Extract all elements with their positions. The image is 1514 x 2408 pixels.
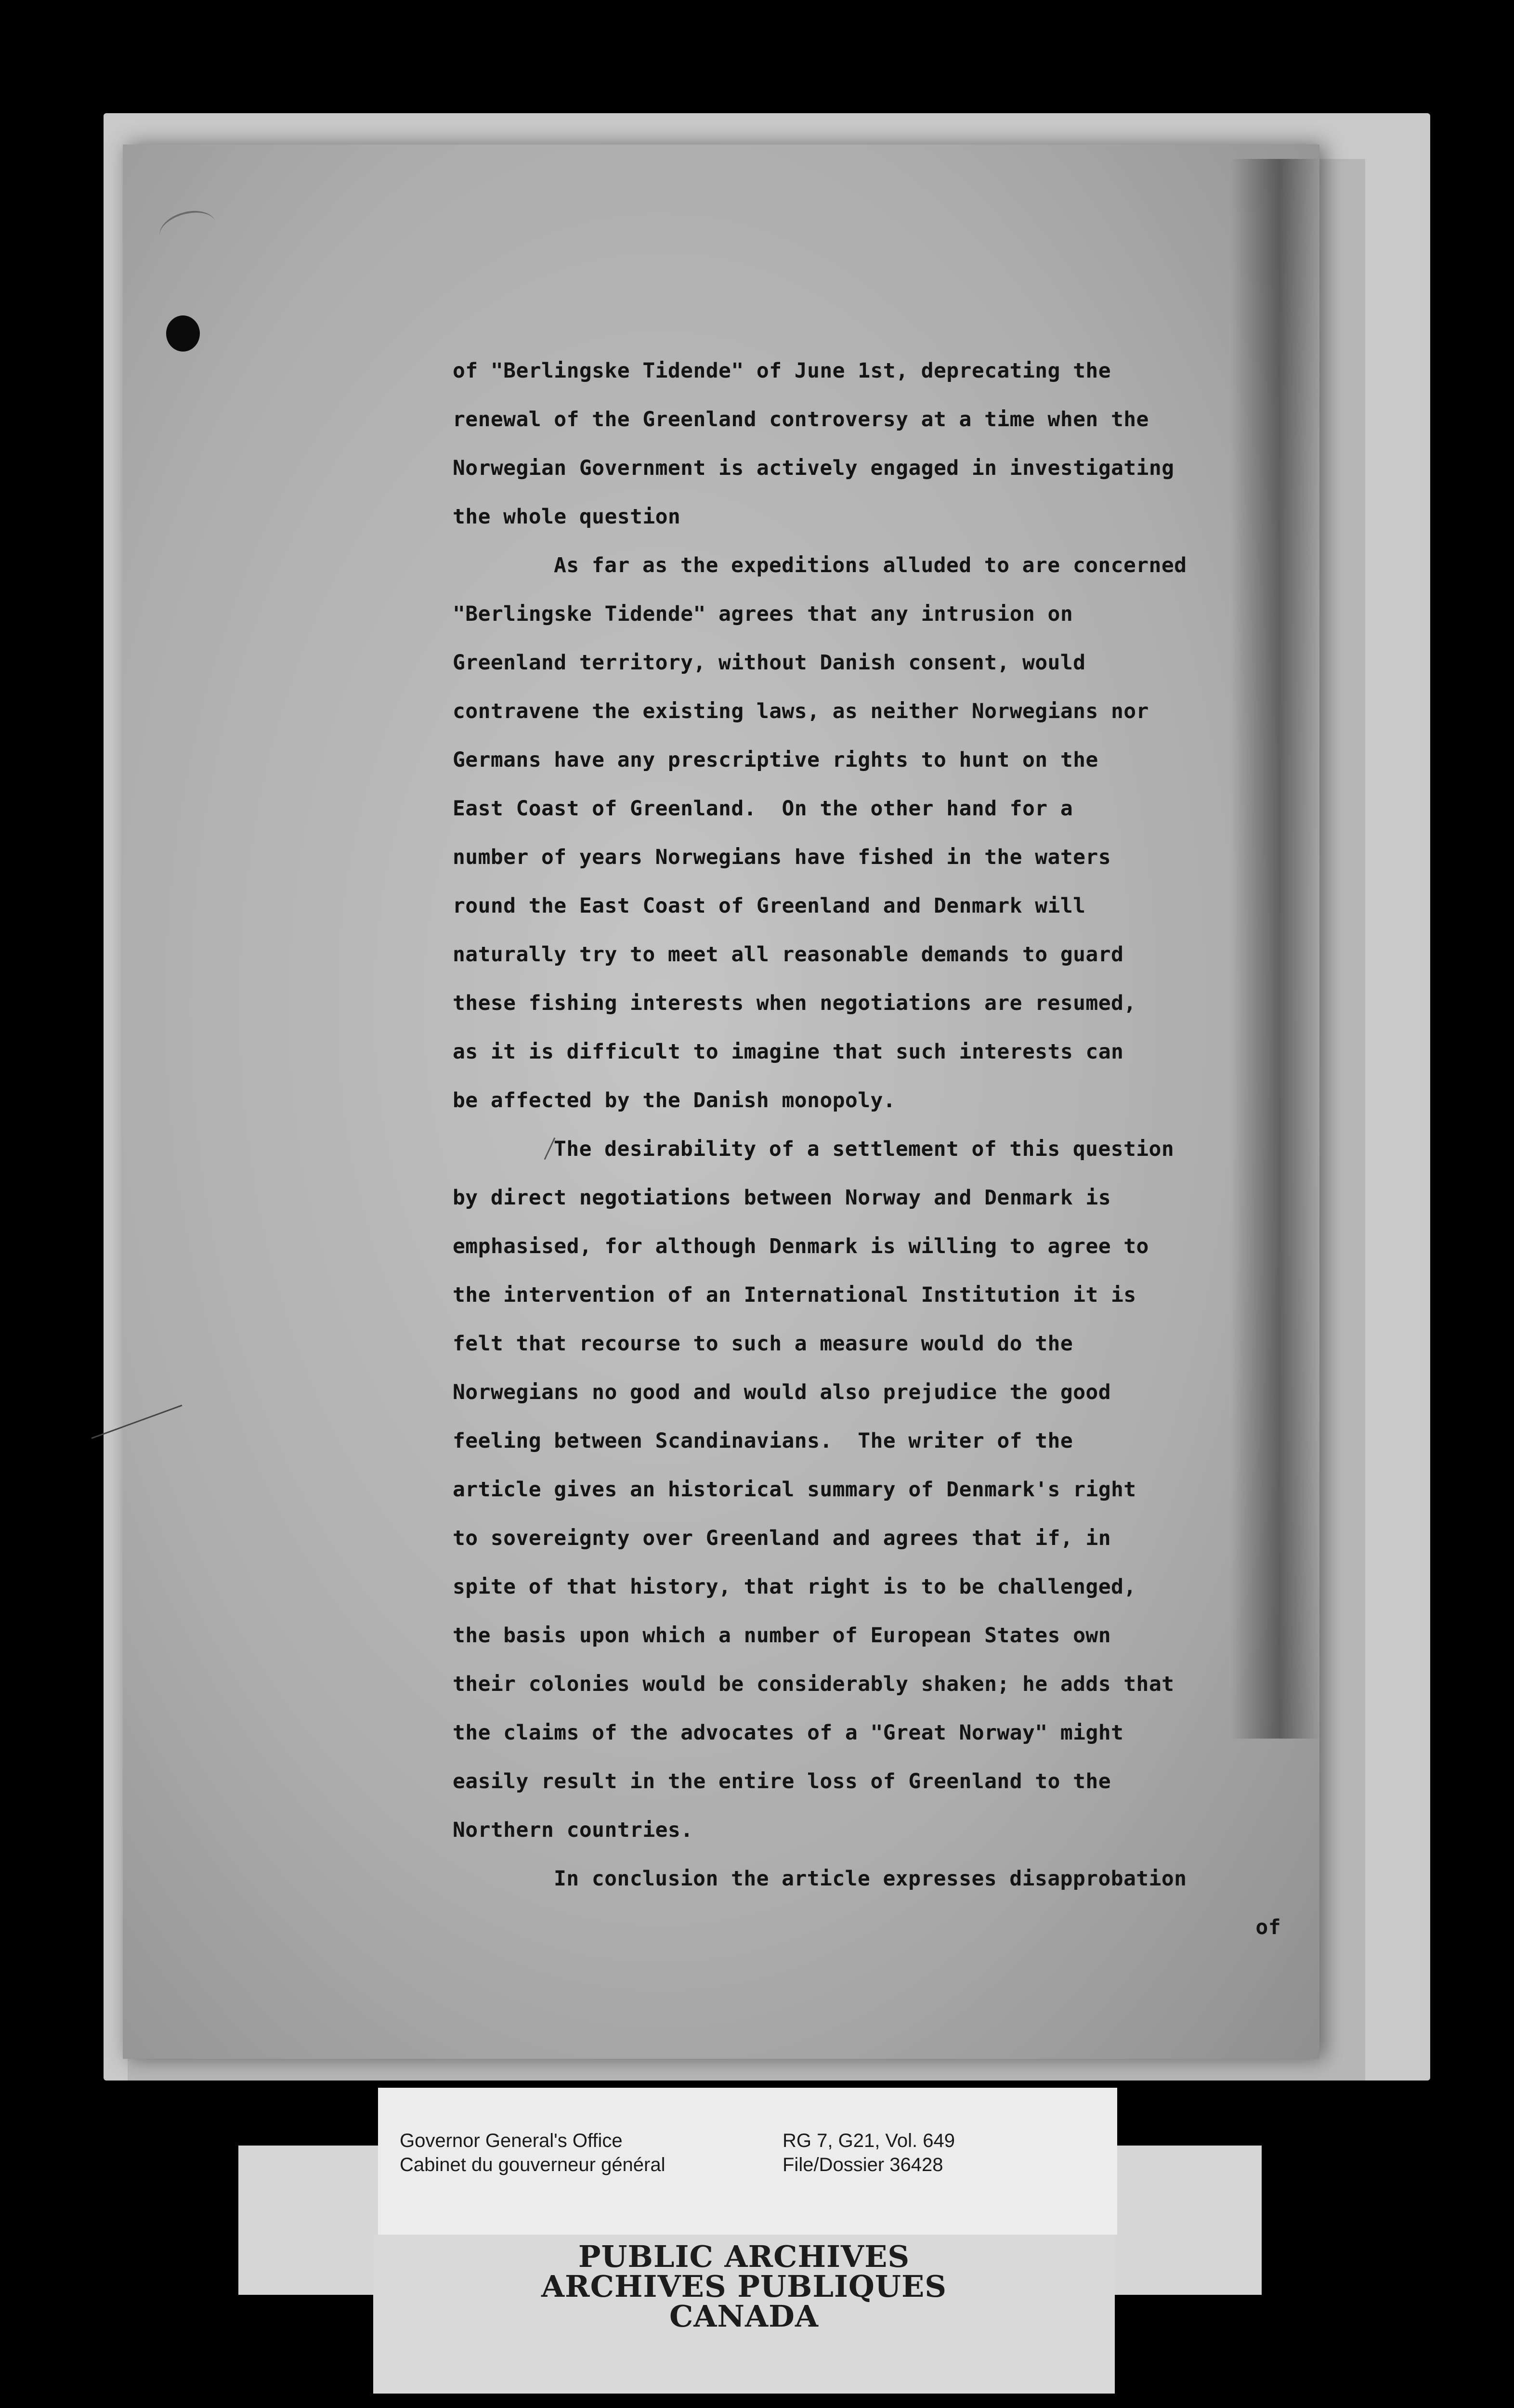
text-line: these fishing interests when negotiations are resumed, — [453, 991, 1136, 1015]
text-line: article gives an historical summary of Denmark's right — [453, 1478, 1136, 1502]
text-line: As far as the expeditions alluded to are concerned — [554, 553, 1187, 577]
text-line: The desirability of a settlement of this question — [554, 1137, 1175, 1161]
text-line: "Berlingske Tidende" agrees that any intrusion on — [453, 602, 1073, 626]
text-line: be affected by the Danish monopoly. — [453, 1088, 896, 1112]
text-line: Germans have any prescriptive rights to hunt on the — [453, 748, 1098, 772]
text-line: their colonies would be considerably shaken; he adds that — [453, 1672, 1175, 1696]
text-line: Norwegian Government is actively engaged in investigating — [453, 456, 1175, 480]
text-line: easily result in the entire loss of Greenland to the — [453, 1769, 1111, 1793]
text-line: renewal of the Greenland controversy at a time when the — [453, 407, 1149, 432]
text-line: round the East Coast of Greenland and Denmark will — [453, 894, 1086, 918]
text-line: of "Berlingske Tidende" of June 1st, deprecating the — [453, 359, 1111, 383]
archive-office — [400, 2129, 666, 2177]
text-line: Northern countries. — [453, 1818, 693, 1842]
office-name-english: Governor General's Office — [400, 2130, 623, 2151]
text-line: feeling between Scandinavians. The writer of the — [453, 1429, 1073, 1453]
text-line: as it is difficult to imagine that such interests can — [453, 1040, 1124, 1064]
text-line: the intervention of an International Institution it is — [453, 1283, 1136, 1307]
typed-text — [453, 347, 1291, 1952]
text-line: number of years Norwegians have fished in the waters — [453, 845, 1111, 869]
file-dossier-number: File/Dossier 36428 — [783, 2154, 943, 2175]
text-line: to sovereignty over Greenland and agrees that if, in — [453, 1526, 1111, 1550]
text-line: the whole question — [453, 505, 681, 529]
text-line: the claims of the advocates of a "Great Norway" might — [453, 1721, 1124, 1745]
text-line: naturally try to meet all reasonable demands to guard — [453, 942, 1124, 967]
punch-hole — [166, 315, 200, 352]
text-line: the basis upon which a number of European States own — [453, 1623, 1111, 1648]
text-line: emphasised, for although Denmark is willing to agree to — [453, 1234, 1149, 1258]
text-line: by direct negotiations between Norway and Denmark is — [453, 1186, 1111, 1210]
office-name-french: Cabinet du gouverneur général — [400, 2154, 666, 2175]
text-line: In conclusion the article expresses disapprobation — [554, 1867, 1187, 1891]
text-line: Greenland territory, without Danish consent, would — [453, 651, 1086, 675]
text-line: felt that recourse to such a measure would do the — [453, 1332, 1073, 1356]
archive-reference — [783, 2129, 955, 2177]
stamp-line-country: CANADA — [669, 2299, 819, 2334]
continuation-word: of — [1255, 1915, 1281, 1939]
text-line: Norwegians no good and would also prejudice the good — [453, 1380, 1111, 1404]
public-archives-stamp — [373, 2239, 1115, 2334]
text-line: East Coast of Greenland. On the other hand for a — [453, 797, 1073, 821]
stamp-line-french: ARCHIVES PUBLIQUES — [541, 2269, 947, 2304]
text-line: contravene the existing laws, as neither Norwegians nor — [453, 699, 1149, 723]
record-group-reference: RG 7, G21, Vol. 649 — [783, 2130, 955, 2151]
text-line: spite of that history, that right is to be challenged, — [453, 1575, 1136, 1599]
stamp-line-english: PUBLIC ARCHIVES — [578, 2239, 910, 2274]
